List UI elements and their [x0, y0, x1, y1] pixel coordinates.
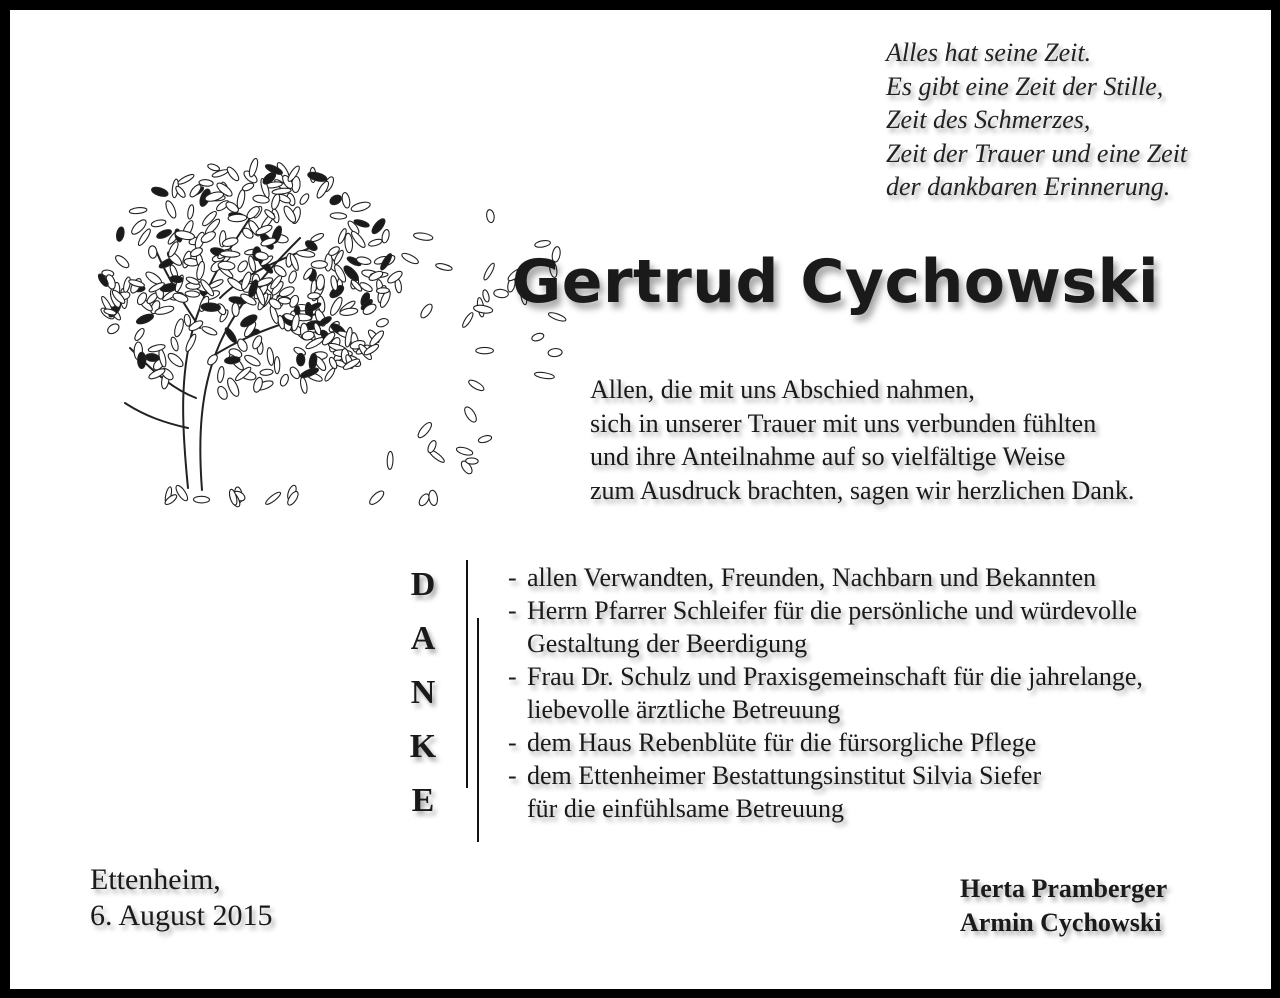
leaf-icon [350, 200, 371, 213]
list-dash: - [508, 728, 517, 757]
leaf-icon [232, 303, 240, 317]
list-item-line: allen Verwandten, Freunden, Nachbarn und Bekannten [527, 563, 1097, 592]
poem-line: Alles hat seine Zeit. [886, 38, 1092, 67]
list-item [508, 759, 1143, 825]
leaf-icon [187, 204, 195, 219]
leaf-icon [482, 262, 496, 281]
leaf-icon [376, 288, 389, 294]
divider-line [466, 560, 468, 788]
list-item-line: Herrn Pfarrer Schleifer für die persönliche und würdevolle [527, 596, 1138, 625]
list-item [508, 561, 1143, 594]
leaf-icon [138, 352, 146, 368]
list-item-line: dem Ettenheimer Bestattungsinstitut Silvia Siefer [527, 761, 1042, 790]
leaf-icon [135, 312, 154, 326]
leaf-icon [387, 451, 393, 469]
danke-letter: K [409, 728, 437, 765]
leaf-icon [217, 366, 225, 383]
thanks-list [508, 561, 1143, 825]
leaf-icon [462, 405, 478, 424]
leaf-icon [207, 163, 220, 172]
list-item [508, 726, 1143, 759]
leaf-icon [264, 491, 282, 507]
poem-line: der dankbaren Erinnerung. [886, 172, 1171, 201]
leaf-icon [299, 377, 308, 394]
list-item-line: Gestaltung der Beerdigung [527, 629, 808, 658]
list-dash: - [508, 563, 517, 592]
list-item [508, 594, 1143, 660]
leaf-icon [330, 275, 339, 291]
leaf-icon [456, 446, 474, 457]
leaf-icon [185, 291, 200, 298]
leaf-icon [296, 250, 315, 259]
leaf-icon [368, 238, 383, 247]
divider-line [477, 618, 479, 842]
list-dash: - [508, 761, 517, 790]
signers [960, 872, 1167, 940]
list-item-line: liebevolle ärztliche Betreuung [527, 695, 841, 724]
leaf-icon [413, 232, 433, 242]
leaf-icon [531, 332, 545, 342]
leaf-icon [416, 421, 434, 440]
thanks-line: und ihre Anteilnahme auf so vielfältige Weise [590, 442, 1066, 471]
poem [886, 36, 1187, 204]
danke-letter: E [411, 782, 435, 819]
leaf-icon [151, 185, 170, 198]
leaf-icon [296, 353, 304, 366]
leaf-icon [129, 207, 147, 215]
leaf-icon [243, 353, 262, 368]
leaf-icon [288, 365, 301, 380]
place: Ettenheim, [90, 863, 221, 896]
signer-name: Herta Pramberger [960, 874, 1168, 903]
leaf-icon [368, 489, 386, 507]
leaf-icon [164, 199, 178, 219]
leaf-icon [133, 327, 146, 342]
poem-line: Zeit des Schmerzes, [886, 105, 1091, 134]
leaf-icon [482, 289, 491, 302]
leaf-icon [341, 192, 351, 209]
leaf-icon [486, 209, 495, 223]
leaf-icon [148, 245, 157, 258]
leaf-icon [465, 458, 478, 465]
poem-line: Zeit der Trauer und eine Zeit [886, 138, 1188, 168]
leaf-icon [114, 253, 131, 269]
leaf-icon [201, 325, 218, 337]
poem-line: Es gibt eine Zeit der Stille, [886, 71, 1164, 101]
danke-vertical-heading [400, 558, 446, 828]
thanks-paragraph [590, 373, 1134, 507]
leaf-icon [220, 250, 240, 257]
leaf-icon [151, 219, 167, 228]
list-item-line: dem Haus Rebenblüte für die fürsorgliche Pflege [527, 728, 1037, 757]
leaf-icon [330, 212, 347, 219]
leaf-icon [170, 336, 180, 351]
leaf-icon [311, 261, 327, 269]
leaf-icon [260, 369, 273, 376]
leaf-icon [308, 353, 318, 370]
leaf-icon [266, 347, 274, 365]
leaf-icon [166, 351, 185, 369]
leaf-icon [279, 373, 290, 387]
leaf-icon [145, 353, 160, 362]
leaf-icon [225, 165, 240, 182]
leaf-icon [435, 262, 453, 271]
leaf-icon [287, 270, 298, 284]
deceased-name: Gertrud Cychowski [512, 247, 1160, 317]
signer-name: Armin Cychowski [960, 908, 1162, 937]
danke-letter: N [410, 674, 436, 711]
leaf-icon [298, 192, 310, 206]
leaf-icon [461, 311, 475, 328]
danke-letter: D [410, 566, 436, 603]
thanks-line: Allen, die mit uns Abschied nahmen, [590, 375, 975, 404]
leaf-icon [493, 289, 508, 298]
leaf-icon [270, 193, 281, 210]
leaf-icon [206, 353, 219, 367]
leaf-icon [183, 314, 191, 327]
leaf-icon [476, 347, 494, 353]
leaf-icon [228, 214, 247, 222]
leaf-icon [216, 385, 229, 401]
leaf-icon [307, 170, 328, 183]
list-item-line: für die einfühlsame Betreuung [527, 794, 844, 823]
leaf-icon [193, 496, 209, 503]
thanks-line: sich in unserer Trauer mit uns verbunden fühlten [590, 408, 1097, 438]
leaf-icon [473, 304, 493, 314]
leaf-icon [419, 302, 435, 319]
leaf-icon [534, 371, 555, 380]
list-dash: - [508, 596, 517, 625]
date: 6. August 2015 [90, 899, 273, 932]
danke-letter: A [410, 620, 436, 657]
leaf-icon [236, 259, 249, 273]
leaf-icon [106, 322, 121, 336]
leaf-icon [400, 251, 419, 265]
leaf-icon [310, 232, 325, 243]
leaf-icon [328, 193, 343, 206]
leaf-icon [478, 434, 493, 444]
leaf-icon [274, 357, 279, 374]
leaf-icon [548, 348, 563, 357]
leaf-icon [173, 318, 185, 338]
leaf-icon [248, 158, 260, 178]
list-dash: - [508, 662, 517, 691]
list-item [508, 660, 1143, 726]
place-and-date [90, 862, 273, 934]
leaf-icon [467, 378, 485, 392]
thanks-line: zum Ausdruck brachten, sagen wir herzlichen Dank. [590, 475, 1135, 505]
leaf-icon [177, 173, 195, 186]
wind-blown-tree-icon [70, 98, 570, 508]
list-item-line: Frau Dr. Schulz und Praxisgemeinschaft für die jahrelange, [527, 662, 1143, 691]
leaf-icon [375, 317, 389, 328]
leaf-icon [115, 226, 125, 242]
leaf-icon [223, 326, 238, 344]
